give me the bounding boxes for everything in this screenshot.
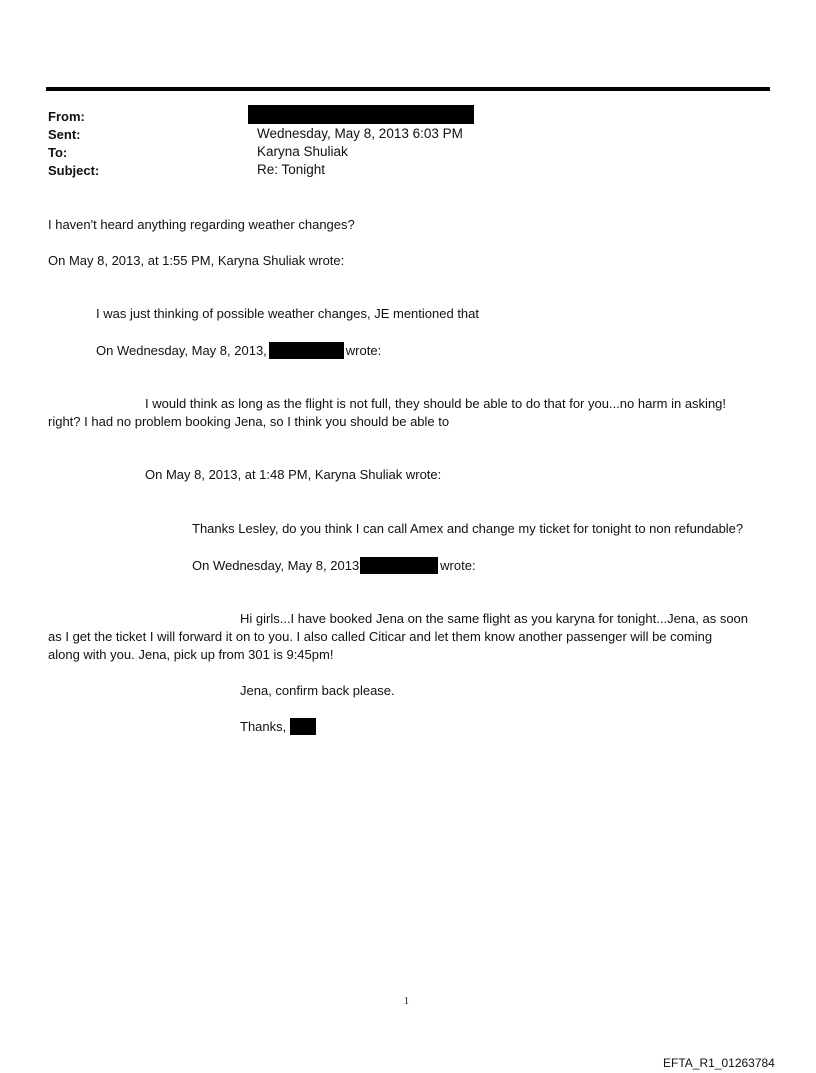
quote4-body-line2: as I get the ticket I will forward it on to you. I also called Citicar and let them know another passenger will be coming: [48, 629, 713, 644]
quote4-body-line3: along with you. Jena, pick up from 301 is 9:45pm!: [48, 647, 334, 662]
page-number: 1: [404, 996, 409, 1007]
sent-label: Sent:: [48, 127, 81, 142]
quote4-body-first: Hi girls...I have booked Jena on the same flight as you karyna for tonight...Jena, as soon: [240, 611, 749, 626]
redacted-sender: [248, 105, 474, 124]
reply-text: I haven't heard anything regarding weather changes?: [48, 217, 355, 232]
quote2-attribution: [96, 342, 381, 359]
sent-value: Wednesday, May 8, 2013 6:03 PM: [257, 126, 463, 141]
redacted-name-4: [360, 557, 438, 574]
from-label: From:: [48, 109, 85, 124]
to-label: To:: [48, 145, 68, 160]
quote1-attribution: On May 8, 2013, at 1:55 PM, Karyna Shuliak wrote:: [48, 253, 345, 268]
redacted-signature: [290, 718, 316, 735]
subject-label: Subject:: [48, 163, 100, 178]
quote4-attribution-suffix: wrote:: [440, 558, 476, 573]
thanks-text: Thanks,: [240, 719, 287, 734]
document-id: EFTA_R1_01263784: [663, 1056, 775, 1070]
subject-value: Re: Tonight: [257, 162, 326, 177]
to-value: Karyna Shuliak: [257, 144, 348, 159]
quote4-confirm: Jena, confirm back please.: [240, 683, 395, 698]
quote2-body-first: I would think as long as the flight is not full, they should be able to do that for you...no harm in asking!: [145, 396, 727, 411]
quote2-attribution-suffix: wrote:: [345, 343, 382, 358]
quote2-body-rest: right? I had no problem booking Jena, so I think you should be able to: [48, 414, 450, 429]
quote1-body: I was just thinking of possible weather changes, JE mentioned that: [96, 306, 479, 321]
quote3-body: Thanks Lesley, do you think I can call Amex and change my ticket for tonight to non refundable?: [192, 521, 744, 536]
quote4-attribution: [192, 557, 476, 574]
quote4-signoff: [240, 718, 316, 735]
header-rule: [46, 87, 770, 91]
redacted-name-2: [269, 342, 344, 359]
quote3-attribution: On May 8, 2013, at 1:48 PM, Karyna Shuliak wrote:: [145, 467, 442, 482]
quote2-attribution-prefix: On Wednesday, May 8, 2013,: [96, 343, 267, 358]
quote4-attribution-prefix: On Wednesday, May 8, 2013: [192, 558, 360, 573]
